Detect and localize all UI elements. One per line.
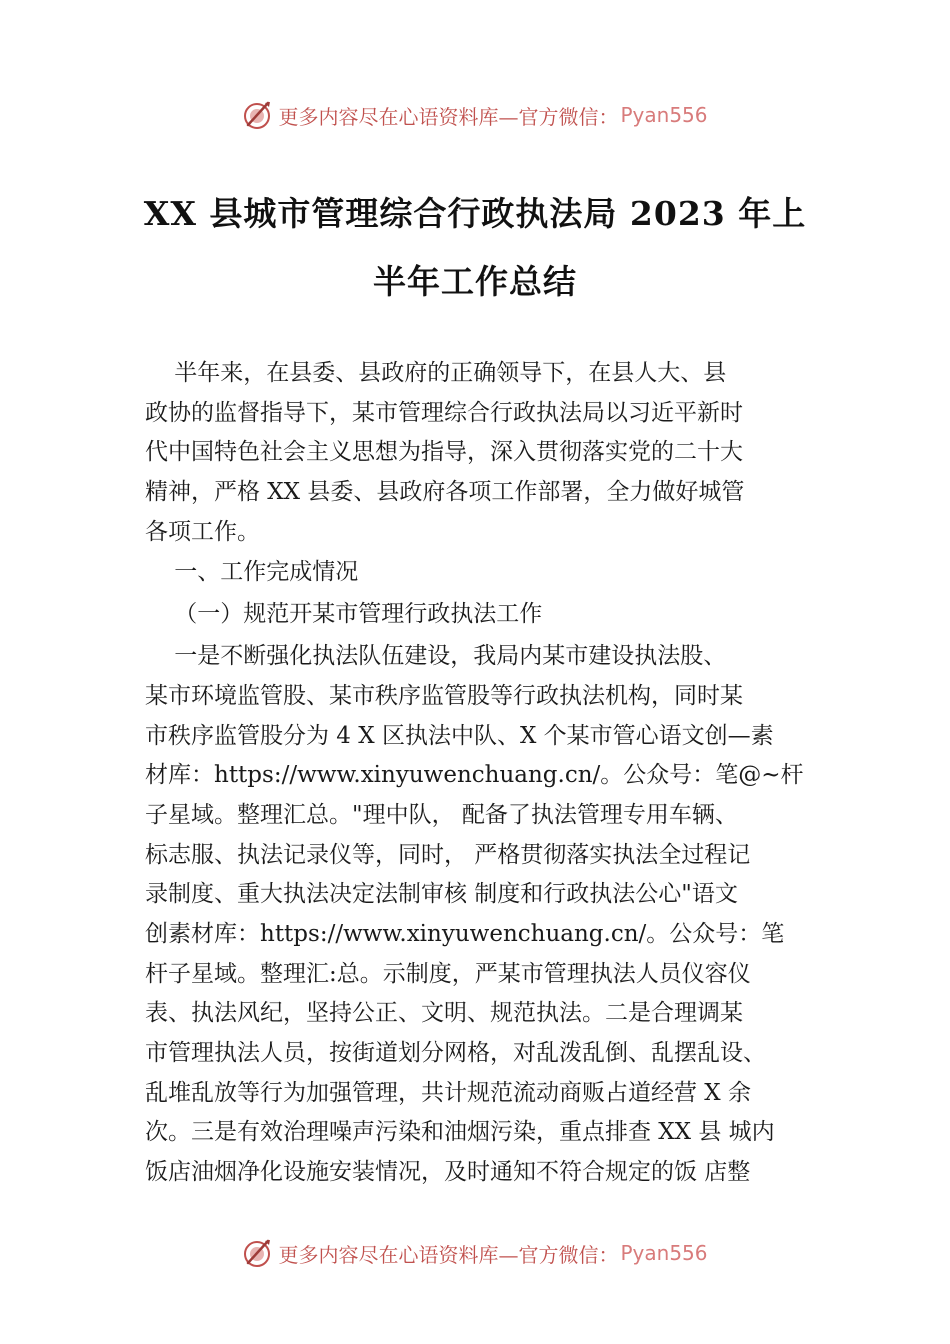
footer-watermark-banner [0, 1233, 950, 1273]
brush-logo-icon [242, 1237, 274, 1269]
banner-wechat-id: Pyan556 [620, 1241, 708, 1265]
body-line: 市管理执法人员，按街道划分网格，对乱泼乱倒、乱摆乱设、 [145, 1040, 766, 1066]
body-line: 各项工作。 [145, 519, 260, 545]
body-line: 杆子星域。整理汇:总。示制度，严某市管理执法人员仪容仪 [145, 961, 751, 987]
body-line: 精神，严格 XX 县委、县政府各项工作部署，全力做好城管 [145, 479, 745, 505]
body-line: 材库：https://www.xinyuwenchuang.cn/。公众号：笔@~杆 [145, 762, 804, 788]
body-line: 创素材库：https://www.xinyuwenchuang.cn/。公众号：笔 [145, 921, 785, 947]
body-line: 市秩序监管股分为 4 X 区执法中队、X 个某市管心语文创—素 [145, 723, 774, 749]
body-line: 乱堆乱放等行为加强管理，共计规范流动商贩占道经营 X 余 [145, 1080, 751, 1106]
body-line: 录制度、重大执法决定法制审核 制度和行政执法公心"语文 [145, 881, 738, 907]
header-watermark-banner [0, 95, 950, 135]
body-line: 政协的监督指导下，某市管理综合行政执法局以习近平新时 [145, 400, 743, 426]
body-line: 半年来，在县委、县政府的正确领导下，在县人大、县 [145, 360, 727, 386]
document-title-line-2: 半年工作总结 [373, 262, 577, 301]
body-line: 标志服、执法记录仪等，同时， 严格贯彻落实执法全过程记 [145, 842, 751, 868]
body-line: 饭店油烟净化设施安装情况，及时通知不符合规定的饭 店整 [145, 1159, 751, 1185]
body-line: 代中国特色社会主义思想为指导，深入贯彻落实党的二十大 [145, 439, 743, 465]
document-title-line-1: XX 县城市管理综合行政执法局 2023 年上 [143, 194, 807, 233]
body-line: 次。三是有效治理噪声污染和油烟污染，重点排查 XX 县 城内 [145, 1119, 775, 1145]
banner-wechat-id: Pyan556 [620, 103, 708, 127]
section-heading: 一、工作完成情况 [145, 559, 359, 585]
body-line: 子星域。整理汇总。"理中队， 配备了执法管理专用车辆、 [145, 802, 738, 828]
body-line: 某市环境监管股、某市秩序监管股等行政执法机构，同时某 [145, 683, 743, 709]
banner-text: 更多内容尽在心语资料库—官方微信： [278, 1242, 619, 1267]
subsection-heading: （一）规范开某市管理行政执法工作 [145, 601, 543, 627]
body-line: 表、执法风纪，坚持公正、文明、规范执法。二是合理调某 [145, 1000, 743, 1026]
body-line: 一是不断强化执法队伍建设，我局内某市建设执法股、 [145, 643, 727, 669]
banner-text: 更多内容尽在心语资料库—官方微信： [278, 104, 619, 129]
brush-logo-icon [242, 99, 274, 131]
